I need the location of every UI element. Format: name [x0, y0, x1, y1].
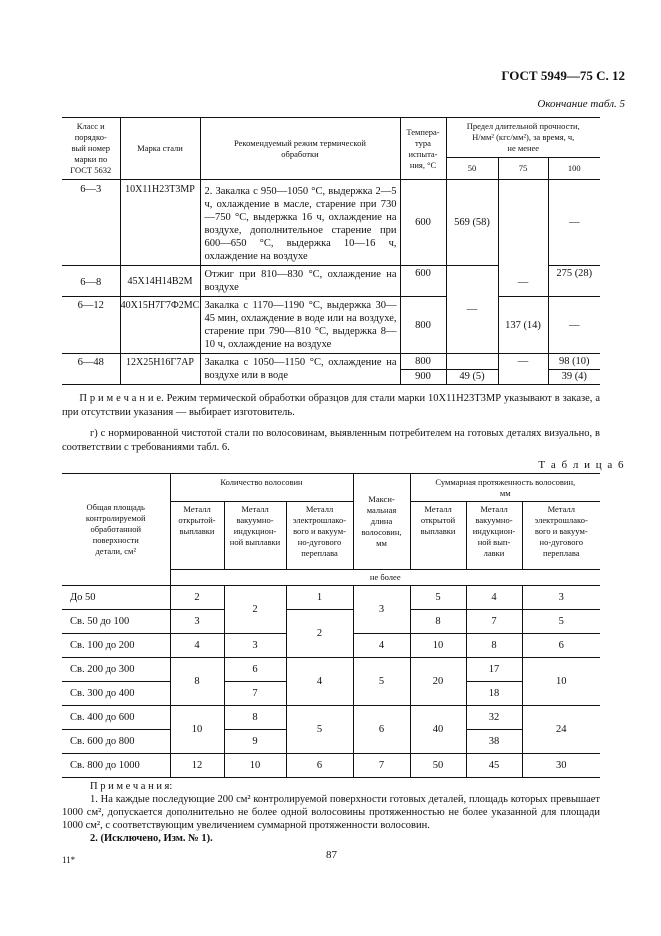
header-not-more: не более — [170, 570, 600, 586]
header-sum-electro: Металл электрошлако- вого и вакуум- но-дугового переплава — [534, 504, 588, 558]
header-count-group: Количество волосовин — [170, 474, 353, 502]
header-time-75: 75 — [498, 158, 548, 180]
table6-caption: Т а б л и ц а 6 — [538, 459, 625, 471]
table-5 — [62, 117, 600, 385]
table5-note: П р и м е ч а н и е. Режим термической обработки образцов для стали марки 10Х11Н23Т3МР указывают в заказе, а при отсутствии указания — выбирает изготовитель. — [62, 393, 600, 418]
table-row: До 50 2 2 1 3 5 4 3 — [62, 586, 600, 610]
header-max-length: Макси- мальная длина волосовин, мм — [353, 474, 410, 570]
table-row: Св. 300 до 400 7 18 — [62, 682, 600, 706]
header-sum-vacuum: Металл вакуумно- индукцион- ной вып- лавки — [466, 502, 522, 570]
table-row: Св. 50 до 100 3 2 8 7 5 — [62, 610, 600, 634]
header-time-50: 50 — [446, 158, 498, 180]
header-sum-open: Металл открытой выплавки — [410, 502, 466, 570]
table-row: 6—8 45Х14Н14В2М Отжиг при 810—830 °С, охлаждение на воздухе 600 — 275 (28) — [62, 266, 600, 297]
table-row: 6—12 40Х15Н7Г7Ф2МС Закалка с 1170—1190 °С, выдержка 30—45 мин, охлаждение в воде или на воздухе, старение при 790—810 °С, выдержка 8—10 ч, охлаждение на воздухе 800 137 (14) — — [62, 297, 600, 354]
header-electro: Металл электрошлако- вого и вакуум- но-дугового переплава — [286, 502, 353, 570]
table-row: 900 49 (5) 39 (4) — [62, 369, 600, 385]
table-row: 6—3 10Х11Н23Т3МР 2. Закалка с 950—1050 °С, выдержка 2—5 ч, охлаждение в масле, старение при 730—750 °С, выдержка 16 ч, охлаждение на воздухе, дополнительное старение при 600—650 °С, выдержка 10—16 ч, охлаждение на воздухе 600 569 (58) — — — [62, 180, 600, 266]
header-strength-col: Предел длительной прочности, Н/мм² (кгс/мм²), за время, ч, не менее — [446, 118, 600, 158]
table5-caption: Окончание табл. 5 — [537, 98, 625, 110]
table-row: Св. 400 до 600 10 8 5 6 40 32 24 — [62, 706, 600, 730]
header-open: Металл открытой- выплавки — [170, 502, 224, 570]
header-mode-col: Рекомендуемый режим термической обработки — [200, 118, 400, 180]
table-row: 6—48 12Х25Н16Г7АР Закалка с 1050—1150 °С, охлаждение на воздухе или в воде 800 — 98 (10) — [62, 354, 600, 370]
header-area: Общая площадь контролируемой обработанной поверхности детали, см² — [62, 474, 170, 586]
header-time-100: 100 — [548, 158, 600, 180]
header-grade-col: Марка стали — [120, 118, 200, 180]
table-row: Св. 100 до 200 4 3 4 10 8 6 — [62, 634, 600, 658]
header-sum-group: Суммарная протяженность волосовин, мм — [410, 474, 600, 502]
header-class-col: Класс и порядко- вый номер марки по ГОСТ 5632 — [62, 118, 120, 180]
footer-mark: 11* — [62, 855, 76, 865]
table-row: Св. 200 до 300 8 6 4 5 20 17 10 — [62, 658, 600, 682]
paragraph-g: г) с нормированной чистотой стали по волосовинам, выявленным потребителем на готовых деталях визуально, в соответствии с требованиями табл. 6. — [62, 428, 600, 453]
table-row: Св. 600 до 800 9 38 — [62, 730, 600, 754]
header-vacuum: Металл вакуумно- индукцион- ной выплавки — [224, 502, 286, 570]
header-temp-col: Темпера- тура испыта- ния, °С — [400, 118, 446, 180]
page-number: 87 — [326, 849, 337, 861]
table6-notes: П р и м е ч а н и я: 1. На каждые последующие 200 см² контролируемой поверхности готовых деталей, площадь которых превышает 1000 см², допускается дополнительно не более одной волосовины протяженностью не более указанной для площади 1000 см², с соответствующим увеличением суммарной протяженности волосовин. 2. (Исключено, Изм. № 1). — [62, 781, 600, 844]
table-6 — [62, 473, 600, 778]
document-code: ГОСТ 5949—75 С. 12 — [501, 68, 625, 83]
table-row: Св. 800 до 1000 12 10 6 7 50 45 30 — [62, 754, 600, 778]
